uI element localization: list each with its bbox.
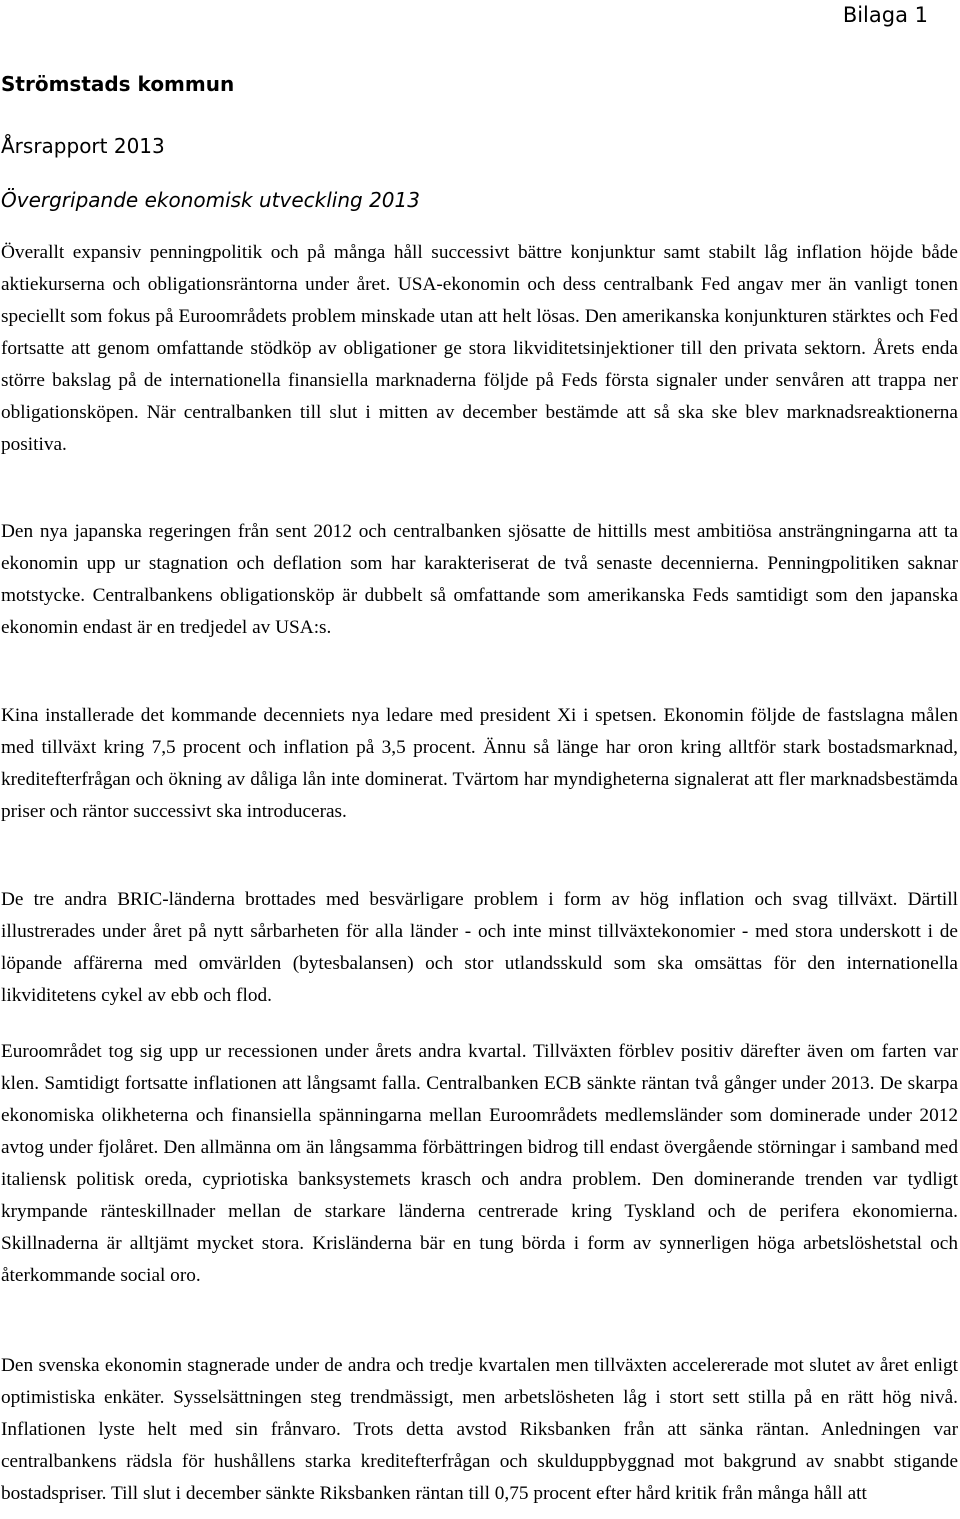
paragraph-china: Kina installerade det kommande decenniets nya ledare med president Xi i spetsen. Ekonomin följde de fastslagna målen med tillväxt kring 7,5 procent och inflation på 3,5 procent. Ännu så länge har oron kring alltför stark bostadsmarknad, kreditefterfrågan och ökning av dåliga lån inte dominerat. Tvärtom har myndigheterna signalerat att fler marknadsbestämda priser och räntor successivt ska introduceras. — [1, 705, 958, 822]
paragraph-global-economy: Överallt expansiv penningpolitik och på många håll successivt bättre konjunktur samt stabilt låg inflation höjde både aktiekurserna och obligationsräntorna under året. USA-ekonomin och dess centralbank Fed angav mer än vanligt tonen speciellt som fokus på Euroområdets problem minskade utan att helt lösas. Den amerikanska konjunkturen stärktes och Fed fortsatte att genom omfattande stödköp av obligationer ge stora likviditetsinjektioner till den privata sektorn. Årets enda större bakslag på de internationella finansiella marknaderna följde på Feds första signaler under senvåren att trappa ner obligationsköpen. När centralbanken till slut i mitten av december bestämde att så ska ske blev marknadsreaktionerna positiva. — [1, 242, 958, 455]
paragraph-bric: De tre andra BRIC-länderna brottades med besvärligare problem i form av hög inflation och svag tillväxt. Därtill illustrerades under året på nytt sårbarheten för alla länder - och inte minst tillväxtekonomier - med stora underskott i de löpande affärerna med omvärlden (bytesbalansen) och stor utlandsskuld som ska omsättas för den internationella likviditetens cykel av ebb och flod. — [1, 889, 958, 1006]
section-title: Övergripande ekonomisk utveckling 2013 — [1, 188, 420, 212]
paragraph-japan: Den nya japanska regeringen från sent 2012 och centralbanken sjösatte de hittills mest ambitiösa ansträngningarna att ta ekonomin upp ur stagnation och deflation som har karakteriserat de två senaste decennierna. Penningpolitiken saknar motstycke. Centralbankens obligationsköp är dubbelt så omfattande som amerikanska Feds samtidigt som den japanska ekonomin endast är en tredjedel av USA:s. — [1, 521, 958, 638]
report-title: Årsrapport 2013 — [1, 134, 165, 158]
paragraph-eurozone: Euroområdet tog sig upp ur recessionen under årets andra kvartal. Tillväxten förblev positiv därefter även om farten var klen. Samtidigt fortsatte inflationen att långsamt falla. Centralbanken ECB sänkte räntan två gånger under 2013. De skarpa ekonomiska olikheterna och finansiella spänningarna mellan Euroområdets medlemsländer som dominerade under 2012 avtog under fjolåret. Den allmänna om än långsamma förbättringen bidrog till endast övergående störningar i samband med italiensk politisk oreda, cypriotiska banksystemets krasch och andra problem. Den dominerande trenden var tydligt krympande ränteskillnader mellan de starkare länderna centrerade kring Tyskland och de perifera ekonomierna. Skillnaderna är alltjämt mycket stora. Krisländerna bär en tung börda i form av synnerligen höga arbetslöshetstal och återkommande social oro. — [1, 1041, 958, 1286]
paragraph-sweden: Den svenska ekonomin stagnerade under de andra och tredje kvartalen men tillväxten accelererade mot slutet av året enligt optimistiska enkäter. Sysselsättningen steg trendmässigt, men arbetslösheten låg i stort sett stilla på en rätt hög nivå. Inflationen lyste helt med sin frånvaro. Trots detta avstod Riksbanken från att sänka räntan. Anledningen var centralbankens rädsla för hushållens starka kreditefterfrågan och skulduppbyggnad mot bakgrund av snabbt stigande bostadspriser. Till slut i december sänkte Riksbanken räntan till 0,75 procent efter hård kritik från många håll att — [1, 1355, 958, 1504]
organization-heading: Strömstads kommun — [1, 72, 235, 96]
appendix-label: Bilaga 1 — [842, 3, 928, 27]
